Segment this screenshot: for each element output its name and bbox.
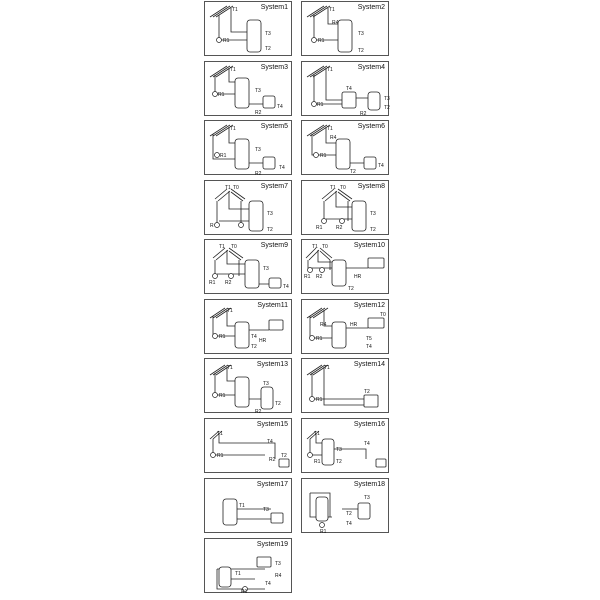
pump-label: R1 [320, 153, 327, 159]
pump-label: R1 [314, 459, 321, 465]
storage-tank [352, 201, 366, 231]
sensor-label: T1 [327, 126, 333, 132]
system-3-panel [204, 61, 292, 116]
pump-icon [310, 397, 315, 402]
system-19-diagram [205, 539, 293, 594]
pump-label: R1 [219, 334, 226, 340]
sensor-label: T3 [263, 381, 269, 387]
storage-tank [219, 567, 231, 587]
sensor-label: T4 [267, 439, 273, 445]
relay-label: R4 [332, 20, 339, 26]
sensor-label: T1 [324, 365, 330, 371]
system-title: System18 [353, 481, 385, 488]
sensor-label: T4 [378, 163, 384, 169]
relay-label: R2 [255, 171, 262, 176]
pool [376, 459, 386, 467]
pump-icon [213, 92, 218, 97]
heat-exchanger [342, 92, 356, 108]
system-1-diagram [205, 2, 293, 57]
sensor-label: T2 [370, 227, 376, 233]
sensor-label: T1 [230, 126, 236, 132]
system-13-diagram [205, 359, 293, 414]
sensor-label: T3 [265, 31, 271, 37]
pump-label: R1 [318, 38, 325, 44]
sensor-label: T1 [230, 67, 236, 73]
relay-label: R2 [336, 225, 343, 231]
storage-tank [235, 322, 249, 348]
sensor-label: T1 [330, 185, 336, 191]
system-title: System14 [353, 361, 385, 368]
pump-icon [320, 523, 325, 528]
system-17-diagram [205, 479, 293, 534]
pump-label: R1 [219, 393, 226, 399]
storage-tank [249, 201, 263, 231]
sensor-label: T3 [384, 96, 390, 102]
sensor-label: T0 [233, 185, 239, 191]
system-title: System7 [260, 183, 288, 190]
sensor-label: T2 [364, 389, 370, 395]
pump-icon [340, 219, 345, 224]
system-4-panel [301, 61, 389, 116]
sensor-label: T4 [364, 441, 370, 447]
sensor-label: T4 [346, 86, 352, 92]
pump-label: R1 [220, 153, 227, 159]
sensor-label: T4 [265, 581, 271, 587]
storage-tank [247, 20, 261, 52]
pump-label: R1 [317, 102, 324, 108]
pump-icon [314, 153, 319, 158]
system-16-panel [301, 418, 389, 473]
sensor-label: T2 [348, 286, 354, 292]
system-18-diagram [302, 479, 390, 534]
pump-label: R1 [217, 453, 224, 459]
system-2-panel [301, 1, 389, 56]
pump-label: R1 [316, 336, 323, 342]
pump-label: R1 [320, 529, 327, 534]
storage-tank [332, 260, 346, 286]
system-title: System4 [357, 64, 385, 71]
sensor-label: T1 [227, 365, 233, 371]
sensor-label: T4 [283, 284, 289, 290]
storage-tank [332, 322, 346, 348]
system-16-diagram [302, 419, 390, 474]
sensor-label: T0 [340, 185, 346, 191]
sensor-label: T1 [227, 308, 233, 314]
system-title: System1 [260, 4, 288, 11]
sensor-label: T2 [358, 48, 364, 54]
system-13-panel [204, 358, 292, 413]
storage-tank [223, 499, 237, 525]
system-title: System3 [260, 64, 288, 71]
sensor-label: T2 [346, 511, 352, 517]
system-8-panel [301, 180, 389, 235]
system-17-panel [204, 478, 292, 533]
system-title: System8 [357, 183, 385, 190]
system-15-diagram [205, 419, 293, 474]
pump-label: R1 [241, 589, 248, 594]
sensor-label: T2 [281, 453, 287, 459]
pump-icon [310, 336, 315, 341]
relay-label: R4 [275, 573, 282, 579]
storage-tank [338, 20, 352, 52]
pump-label: R1 [316, 225, 323, 231]
system-7-panel [204, 180, 292, 235]
sensor-label: T3 [263, 507, 269, 513]
system-18-panel [301, 478, 389, 533]
pump-icon [322, 219, 327, 224]
pool [364, 395, 378, 407]
system-title: System19 [256, 541, 288, 548]
storage-tank [235, 377, 249, 407]
storage-tank [368, 92, 380, 110]
sensor-label: T1 [232, 7, 238, 13]
system-10-diagram [302, 240, 390, 295]
sensor-label: T0 [231, 244, 237, 250]
solar-collector [307, 6, 330, 17]
solar-collector [210, 6, 233, 17]
system-9-diagram [205, 240, 293, 295]
system-15-panel [204, 418, 292, 473]
storage-tank [316, 497, 328, 521]
pump-icon [217, 38, 222, 43]
system-4-diagram [302, 62, 390, 117]
system-title: System6 [357, 123, 385, 130]
sensor-label: T2 [265, 46, 271, 52]
heater-box [364, 157, 376, 169]
relay-label: R4 [320, 322, 327, 328]
system-3-diagram [205, 62, 293, 117]
sensor-label: T3 [358, 31, 364, 37]
system-5-panel [204, 120, 292, 175]
sensor-label: T3 [364, 495, 370, 501]
pump-icon [308, 268, 313, 273]
pump-icon [215, 223, 220, 228]
radiator [368, 318, 384, 328]
sensor-label: T3 [255, 88, 261, 94]
sensor-label: T4 [346, 521, 352, 527]
sensor-label: T2 [384, 105, 390, 111]
system-11-diagram [205, 300, 293, 355]
pump-label: R1 [218, 92, 225, 98]
system-7-diagram [205, 181, 293, 236]
system-title: System2 [357, 4, 385, 11]
pump-icon [213, 334, 218, 339]
system-10-panel [301, 239, 389, 294]
sensor-label: T1 [314, 431, 320, 437]
system-title: System9 [260, 242, 288, 249]
system-5-diagram [205, 121, 293, 176]
storage-tank [322, 439, 334, 465]
storage-tank [235, 78, 249, 108]
sensor-label: T3 [263, 266, 269, 272]
sensor-label: T1 [217, 431, 223, 437]
system-11-panel [204, 299, 292, 354]
radiator [368, 258, 384, 268]
heater-box [271, 513, 283, 523]
storage-tank-secondary [261, 387, 273, 409]
heat-recovery-label: HR [350, 322, 358, 328]
sensor-label: T4 [277, 104, 283, 110]
sensor-label: T1 [235, 571, 241, 577]
sensor-label: T2 [275, 401, 281, 407]
system-title: System11 [257, 302, 288, 309]
heat-recovery-label: HR [354, 274, 362, 280]
system-14-diagram [302, 359, 390, 414]
sensor-label: T3 [267, 211, 273, 217]
heater-box [269, 278, 281, 288]
sensor-label: T3 [336, 447, 342, 453]
sensor-label: T4 [251, 334, 257, 340]
relay-label: R2 [255, 409, 262, 414]
system-19-panel [204, 538, 292, 593]
pump-icon [320, 268, 325, 273]
system-6-panel [301, 120, 389, 175]
sensor-label: T1 [219, 244, 225, 250]
relay-label: R4 [330, 135, 337, 141]
pump-icon [239, 223, 244, 228]
pump-icon [213, 274, 218, 279]
pump-icon [213, 393, 218, 398]
pump-label: R1 [209, 280, 216, 286]
system-title: System16 [353, 421, 385, 428]
heater-box [263, 157, 275, 169]
sensor-label: T0 [380, 312, 386, 318]
radiator [257, 557, 271, 567]
heat-recovery-label: HR [259, 338, 267, 344]
system-2-diagram [302, 2, 390, 57]
sensor-label: T4 [366, 344, 372, 350]
sensor-label: T5 [366, 336, 372, 342]
system-title: System10 [353, 242, 385, 249]
system-9-panel [204, 239, 292, 294]
relay-label: R2 [360, 111, 367, 117]
sensor-label: T2 [267, 227, 273, 233]
sensor-label: T3 [275, 561, 281, 567]
pump-label: R1 [223, 38, 230, 44]
heater-box [263, 96, 275, 108]
sensor-label: T3 [370, 211, 376, 217]
pool [279, 459, 289, 467]
pump-icon [312, 38, 317, 43]
pump-icon [211, 453, 216, 458]
pump-icon [308, 453, 313, 458]
relay-label: R2 [225, 280, 232, 286]
sensor-label: T4 [279, 165, 285, 171]
storage-tank [245, 260, 259, 288]
storage-tank [336, 139, 350, 169]
sensor-label: T2 [251, 344, 257, 350]
sensor-label: T1 [312, 244, 318, 250]
system-1-panel [204, 1, 292, 56]
pump-icon [229, 274, 234, 279]
pump-icon [312, 102, 317, 107]
sensor-label: T1 [225, 185, 231, 191]
sensor-label: T3 [255, 147, 261, 153]
system-6-diagram [302, 121, 390, 176]
system-12-panel [301, 299, 389, 354]
pump-label: R1 [304, 274, 311, 280]
storage-tank-secondary [358, 503, 370, 519]
pump-label: R1 [316, 397, 323, 403]
sensor-label: T1 [329, 7, 335, 13]
system-title: System12 [353, 302, 385, 309]
system-14-panel [301, 358, 389, 413]
sensor-label: T0 [322, 244, 328, 250]
system-8-diagram [302, 181, 390, 236]
sensor-label: T2 [336, 459, 342, 465]
sensor-label: T1 [239, 503, 245, 509]
pump-label: R [210, 223, 214, 229]
system-title: System5 [260, 123, 288, 130]
sensor-label: T2 [350, 169, 356, 175]
system-12-diagram [302, 300, 390, 355]
pump-icon [215, 153, 220, 158]
relay-label: R2 [316, 274, 323, 280]
relay-label: R2 [269, 457, 276, 463]
relay-label: R2 [255, 110, 262, 116]
sensor-label: T1 [327, 67, 333, 73]
storage-tank [235, 139, 249, 169]
system-title: System13 [256, 361, 288, 368]
radiator [269, 320, 283, 330]
system-title: System15 [256, 421, 288, 428]
system-title: System17 [256, 481, 288, 488]
